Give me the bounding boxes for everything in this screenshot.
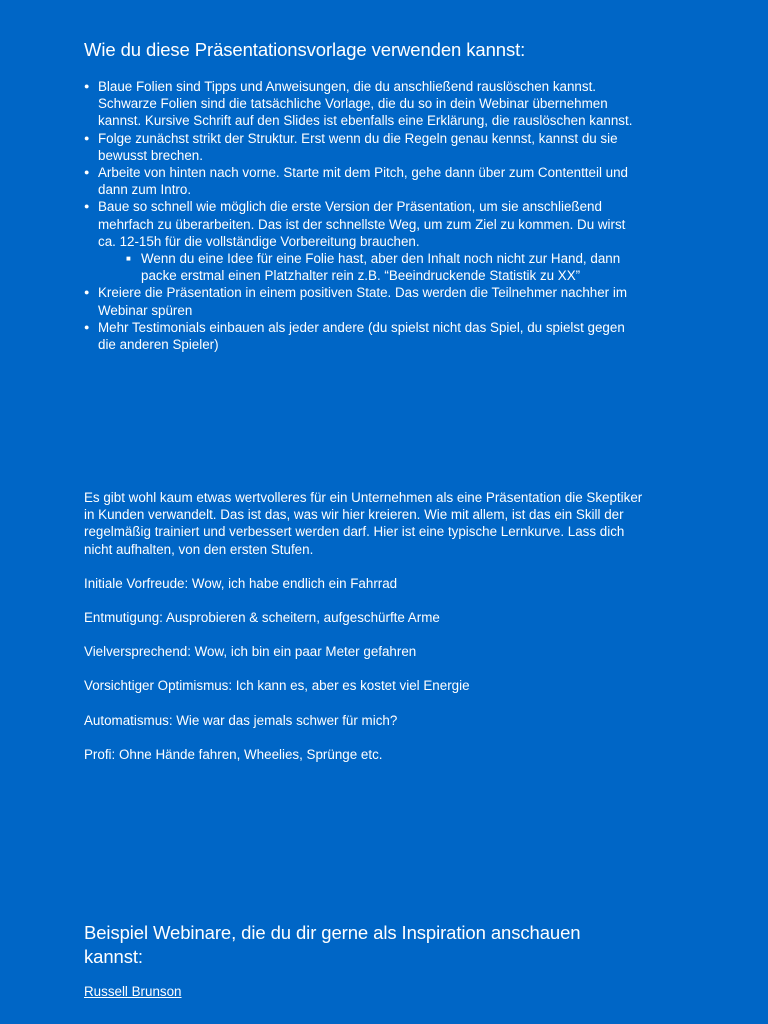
list-item: ● Folge zunächst strikt der Struktur. Erst wenn du die Regeln genau kennst, kannst du sie bewusst brechen. bbox=[84, 130, 644, 164]
sub-list-item: ■ Wenn du eine Idee für eine Folie hast, aber den Inhalt noch nicht zur Hand, dann packe erstmal einen Platzhalter rein z.B. “Beeindruckende Statistik zu XX” bbox=[113, 250, 644, 284]
learning-curve-section bbox=[84, 489, 644, 780]
usage-list bbox=[84, 78, 644, 353]
learning-stage: Vorsichtiger Optimismus: Ich kann es, aber es kostet viel Energie bbox=[84, 678, 470, 694]
list-item bbox=[84, 198, 644, 284]
learning-stage: Vielversprechend: Wow, ich bin ein paar Meter gefahren bbox=[84, 644, 417, 660]
learning-stage: Entmutigung: Ausprobieren & scheitern, aufgeschürfte Arme bbox=[84, 610, 440, 626]
learning-stage: Profi: Ohne Hände fahren, Wheelies, Sprünge etc. bbox=[84, 746, 383, 762]
list-item: ● Kreiere die Präsentation in einem positiven State. Das werden die Teilnehmer nachher im Webinar spüren bbox=[84, 284, 644, 318]
usage-sublist bbox=[98, 250, 644, 284]
list-item: ● Blaue Folien sind Tipps und Anweisungen, die du anschließend rauslöschen kannst. Schwarze Folien sind die tatsächliche Vorlage, die du so in dein Webinar übernehmen kannst. Kursive Schrift auf den Slides ist ebenfalls eine Erklärung, die rauslöschen kannst. bbox=[84, 78, 644, 130]
learning-intro: Es gibt wohl kaum etwas wertvolleres für ein Unternehmen als eine Präsentation die Skeptiker in Kunden verwandelt. Das ist das, was wir hier kreieren. Wie mit allem, ist das ein Skill der regelmäßig trainiert und verbessert werden darf. Hier ist eine typische Lernkurve. Lass dich nicht aufhalten, von den ersten Stufen. bbox=[84, 490, 643, 557]
learning-stage: Automatismus: Wie war das jemals schwer für mich? bbox=[84, 712, 398, 728]
list-item-text: Baue so schnell wie möglich die erste Version der Präsentation, um sie anschließend mehrfach zu überarbeiten. Das ist der schnellste Weg, um zum Ziel zu kommen. Du wirst ca. 12-15h für die vollständige Vorbereitung brauchen. bbox=[98, 199, 626, 249]
examples-heading: Beispiel Webinare, die du dir gerne als Inspiration anschauen kannst: bbox=[84, 922, 581, 967]
learning-stage: Initiale Vorfreude: Wow, ich habe endlich ein Fahrrad bbox=[84, 575, 398, 591]
list-item: ● Mehr Testimonials einbauen als jeder andere (du spielst nicht das Spiel, du spielst gegen die anderen Spieler) bbox=[84, 319, 644, 353]
examples-section bbox=[84, 921, 644, 1014]
usage-heading: Wie du diese Präsentationsvorlage verwenden kannst: bbox=[84, 39, 526, 60]
usage-section bbox=[84, 38, 644, 353]
list-item: ● Arbeite von hinten nach vorne. Starte mit dem Pitch, gehe dann über zum Contentteil und dann zum Intro. bbox=[84, 164, 644, 198]
example-link-russell-brunson[interactable]: Russell Brunson bbox=[84, 984, 182, 999]
